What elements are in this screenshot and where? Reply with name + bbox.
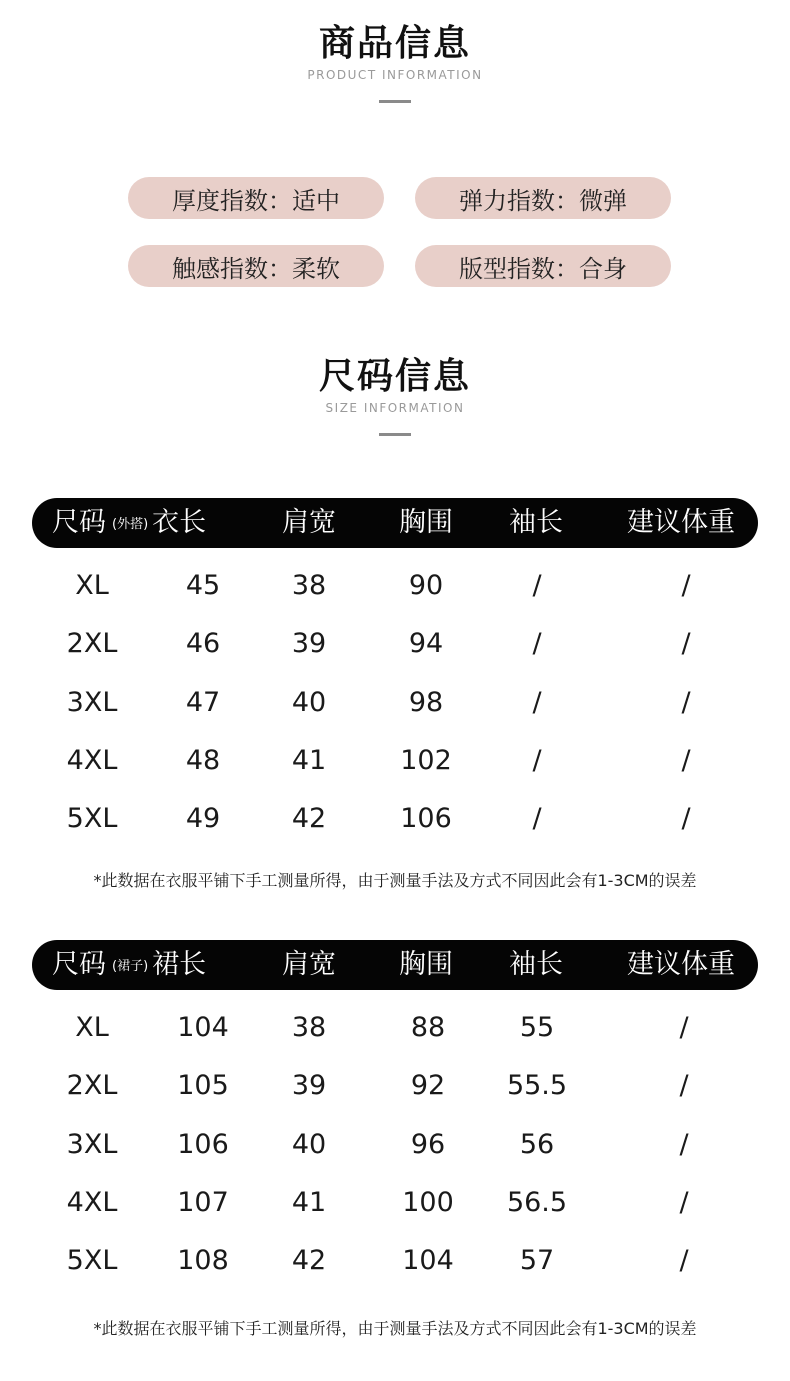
value-cell: 42 — [291, 1245, 327, 1277]
value-cell: 107 — [177, 1186, 229, 1218]
value-cell: 108 — [177, 1245, 229, 1277]
table-row — [0, 615, 790, 673]
value-cell: 96 — [410, 1128, 446, 1160]
value-cell: / — [679, 1245, 689, 1277]
value-cell: / — [679, 1128, 689, 1160]
table-row — [0, 732, 790, 790]
value-cell: / — [681, 628, 691, 660]
value-cell: / — [679, 1186, 689, 1218]
value-cell: 102 — [400, 744, 452, 776]
value-cell: / — [681, 803, 691, 835]
measurement-footnote: *此数据在衣服平铺下手工测量所得，由于测量手法及方式不同因此会有1-3CM的误差 — [93, 871, 697, 890]
product-info-title: 商品信息 — [318, 23, 471, 64]
value-cell: 104 — [177, 1012, 229, 1043]
table-row — [0, 790, 790, 848]
value-cell: 41 — [291, 744, 327, 776]
product-info-heading — [0, 22, 790, 103]
size-cell: 2XL — [66, 628, 118, 660]
header-col-1: 裙长 — [152, 949, 207, 980]
value-cell: 104 — [402, 1245, 454, 1277]
value-cell: / — [679, 1070, 689, 1102]
size-info-title: 尺码信息 — [318, 356, 471, 397]
value-cell: / — [679, 1012, 689, 1043]
value-cell: 92 — [410, 1070, 446, 1102]
value-cell: 47 — [185, 686, 221, 718]
tag-fit: 版型指数：合身 — [415, 245, 671, 287]
tag-thickness: 厚度指数：适中 — [128, 177, 384, 219]
table-row — [0, 1174, 790, 1232]
value-cell: 40 — [291, 686, 327, 718]
header-col-4: 袖长 — [509, 949, 563, 980]
value-cell: 46 — [185, 628, 221, 660]
value-cell: 42 — [291, 803, 327, 835]
value-cell: 106 — [177, 1128, 229, 1160]
header-size-note: (裙子) — [112, 959, 149, 974]
title-divider — [379, 433, 411, 436]
table-row — [0, 557, 790, 615]
value-cell: 106 — [400, 803, 452, 835]
size-cell: XL — [75, 1012, 109, 1043]
value-cell: 55 — [519, 1012, 555, 1043]
value-cell: / — [532, 744, 542, 776]
value-cell: 38 — [291, 1012, 327, 1043]
value-cell: 100 — [402, 1186, 454, 1218]
value-cell: / — [532, 628, 542, 660]
size-info-subtitle: SIZE INFORMATION — [325, 401, 465, 415]
value-cell: 90 — [408, 570, 444, 601]
value-cell: 45 — [185, 570, 221, 601]
value-cell: 40 — [291, 1128, 327, 1160]
value-cell: 41 — [291, 1186, 327, 1218]
value-cell: 88 — [410, 1012, 446, 1043]
table-row — [0, 999, 790, 1057]
value-cell: 98 — [408, 686, 444, 718]
value-cell: / — [681, 744, 691, 776]
value-cell: 38 — [291, 570, 327, 601]
table-row — [0, 1057, 790, 1115]
value-cell: / — [532, 803, 542, 835]
value-cell: 49 — [185, 803, 221, 835]
measurement-footnote: *此数据在衣服平铺下手工测量所得，由于测量手法及方式不同因此会有1-3CM的误差 — [93, 1319, 697, 1338]
value-cell: / — [681, 570, 691, 601]
header-col-5: 建议体重 — [627, 507, 735, 538]
table-row — [0, 1116, 790, 1174]
header-col-3: 胸围 — [399, 507, 453, 538]
table-header — [32, 940, 758, 990]
value-cell: / — [532, 686, 542, 718]
size-cell: 2XL — [66, 1070, 118, 1102]
size-cell: 4XL — [66, 1186, 118, 1218]
tag-elasticity: 弹力指数：微弹 — [415, 177, 671, 219]
value-cell: 48 — [185, 744, 221, 776]
value-cell: / — [532, 570, 542, 601]
value-cell: 56 — [519, 1128, 555, 1160]
header-col-2: 肩宽 — [282, 507, 336, 538]
size-cell: 3XL — [66, 686, 118, 718]
value-cell: 94 — [408, 628, 444, 660]
value-cell: / — [681, 686, 691, 718]
title-divider — [379, 100, 411, 103]
size-cell: XL — [75, 570, 109, 601]
size-cell: 5XL — [66, 803, 118, 835]
header-size: 尺码 (外搭) 衣长 — [52, 507, 207, 538]
value-cell: 39 — [291, 628, 327, 660]
value-cell: 105 — [177, 1070, 229, 1102]
size-cell: 4XL — [66, 744, 118, 776]
header-size-note: (外搭) — [112, 517, 149, 532]
size-cell: 3XL — [66, 1128, 118, 1160]
header-col-4: 袖长 — [509, 507, 563, 538]
table-header — [32, 498, 758, 548]
product-info-subtitle: PRODUCT INFORMATION — [307, 68, 483, 82]
value-cell: 56.5 — [506, 1186, 568, 1218]
table-row — [0, 674, 790, 732]
header-size: 尺码 (裙子) 裙长 — [52, 949, 207, 980]
header-col-5: 建议体重 — [627, 949, 735, 980]
tag-touch: 触感指数：柔软 — [128, 245, 384, 287]
header-col-2: 肩宽 — [282, 949, 336, 980]
size-info-heading — [0, 355, 790, 436]
value-cell: 39 — [291, 1070, 327, 1102]
value-cell: 55.5 — [506, 1070, 568, 1102]
header-col-1: 衣长 — [152, 507, 207, 538]
value-cell: 57 — [519, 1245, 555, 1277]
header-col-3: 胸围 — [399, 949, 453, 980]
size-cell: 5XL — [66, 1245, 118, 1277]
table-row — [0, 1232, 790, 1290]
